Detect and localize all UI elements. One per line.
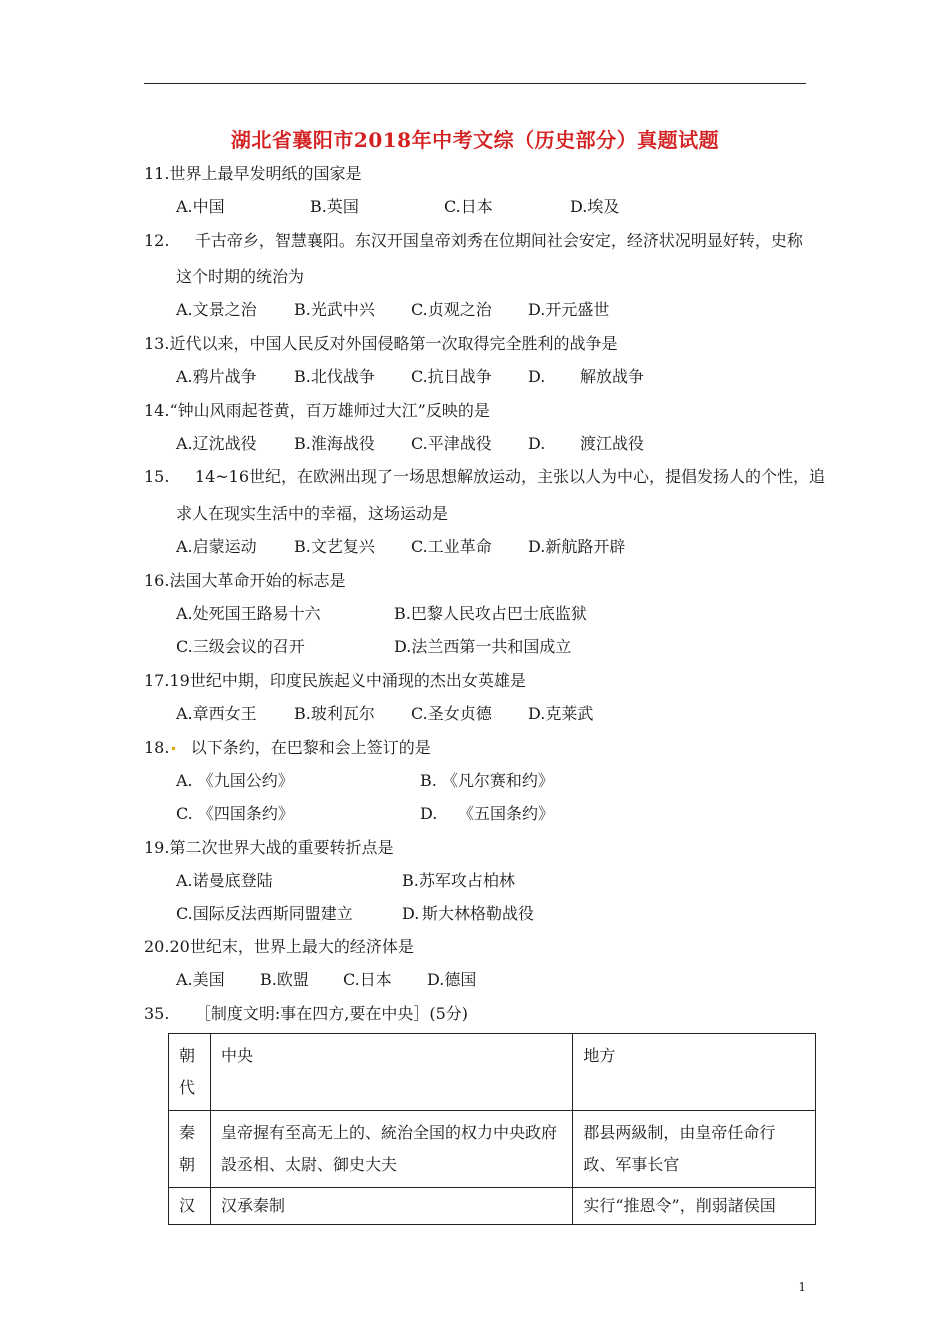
q16-option-d: D.法兰西第一共和国成立	[394, 637, 572, 656]
q18-option-a: A. 《九国公约》	[176, 771, 294, 790]
header-rule	[144, 83, 806, 84]
q18-option-c: C. 《四国条约》	[176, 804, 294, 823]
q17-option-b: B.玻利瓦尔	[294, 704, 375, 723]
q13-option-c: C.抗日战争	[411, 367, 492, 386]
q11-option-c: C.日本	[444, 197, 493, 216]
question-20: 20.20世纪末，世界上最大的经济体是	[144, 937, 414, 956]
q16-option-b: B.巴黎人民攻占巴士底监狱	[394, 604, 587, 623]
table-cell-local-header: 地方	[573, 1034, 816, 1111]
system-table	[168, 1033, 816, 1225]
table-cell-local: 郡县两級制，由皇帝任命行政、军事长官	[573, 1111, 816, 1188]
q17-option-a: A.章西女王	[176, 704, 257, 723]
table-row	[169, 1111, 816, 1188]
q20-option-a: A.美国	[176, 970, 225, 989]
q14-option-b: B.淮海战役	[294, 434, 375, 453]
question-15-line2: 求人在现实生活中的幸福，这场运动是	[176, 504, 449, 523]
table-cell-dynasty: 秦 朝	[169, 1111, 211, 1188]
table-cell-central-header: 中央	[210, 1034, 572, 1111]
q12-option-b: B.光武中兴	[294, 300, 375, 319]
mark-dot	[172, 747, 175, 750]
q16-option-c: C.三级会议的召开	[176, 637, 305, 656]
table-cell-local: 实行“推恩令”，削弱諸侯国	[573, 1188, 816, 1225]
q18-option-d: D.	[420, 804, 438, 823]
page-number: 1	[798, 1280, 806, 1294]
question-16: 16.法国大革命开始的标志是	[144, 571, 346, 590]
q12-option-a: A.文景之治	[176, 300, 257, 319]
q12-option-d: D.开元盛世	[528, 300, 610, 319]
q15-option-d: D.新航路开辟	[528, 537, 626, 556]
q13-option-a: A.鸦片战争	[176, 367, 257, 386]
q17-option-d: D.克莱武	[528, 704, 594, 723]
q11-option-b: B.英国	[310, 197, 359, 216]
q12-option-c: C.贞观之治	[411, 300, 492, 319]
table-cell-central: 汉承秦制	[210, 1188, 572, 1225]
q15-option-b: B.文艺复兴	[294, 537, 375, 556]
q18-option-b: B. 《凡尔赛和约》	[420, 771, 554, 790]
question-17: 17.19世纪中期，印度民族起义中涌现的杰出女英雄是	[144, 671, 526, 690]
q20-option-b: B.欧盟	[260, 970, 309, 989]
question-19: 19.第二次世界大战的重要转折点是	[144, 838, 394, 857]
q20-option-c: C.日本	[343, 970, 392, 989]
q14-option-a: A.辽沈战役	[176, 434, 257, 453]
q17-option-c: C.圣女贞德	[411, 704, 492, 723]
question-15: 15. 14~16世纪，在欧洲出现了一场思想解放运动，主张以人为中心，提倡发扬人的个性，追	[144, 467, 826, 486]
q19-option-d-text: 斯大林格勒战役	[422, 904, 535, 923]
q16-option-a: A.处死国王路易十六	[176, 604, 321, 623]
question-12-line2: 这个时期的统治为	[176, 267, 305, 286]
q19-option-c: C.国际反法西斯同盟建立	[176, 904, 353, 923]
q18-option-d-text: 《五国条约》	[458, 804, 555, 823]
q14-option-d-text: 渡江战役	[580, 434, 645, 453]
q14-option-d: D.	[528, 434, 546, 453]
question-11: 11.世界上最早发明纸的国家是	[144, 164, 362, 183]
table-cell-dynasty-header: 朝 代	[169, 1034, 211, 1111]
q19-option-b: B.苏军攻占柏林	[402, 871, 515, 890]
q13-option-d: D.	[528, 367, 546, 386]
q14-option-c: C.平津战役	[411, 434, 492, 453]
table-cell-central: 皇帝握有至高无上的、統治全国的权力中央政府設丞相、太尉、御史大夫	[210, 1111, 572, 1188]
q11-option-a: A.中国	[176, 197, 225, 216]
q11-option-d: D.埃及	[570, 197, 620, 216]
question-35: 35. ［制度文明:事在四方,要在中央］(5分)	[144, 1004, 469, 1023]
q13-option-d-text: 解放战争	[580, 367, 645, 386]
question-13: 13.近代以来，中国人民反对外国侵略第一次取得完全胜利的战争是	[144, 334, 618, 353]
q15-option-a: A.启蒙运动	[176, 537, 257, 556]
q19-option-d: D.	[402, 904, 420, 923]
table-row	[169, 1188, 816, 1225]
q13-option-b: B.北伐战争	[294, 367, 375, 386]
page-title: 湖北省襄阳市2018年中考文综（历史部分）真题试题	[230, 128, 720, 152]
question-18: 18. 以下条约，在巴黎和会上签订的是	[144, 738, 431, 757]
q19-option-a: A.诺曼底登陆	[176, 871, 273, 890]
question-14: 14.“钟山风雨起苍黄，百万雄师过大江”反映的是	[144, 401, 490, 420]
question-12: 12. 千古帝乡，智慧襄阳。东汉开国皇帝刘秀在位期间社会安定，经济状况明显好转，史称	[144, 231, 803, 250]
q15-option-c: C.工业革命	[411, 537, 492, 556]
q20-option-d: D.德国	[427, 970, 477, 989]
table-header-row	[169, 1034, 816, 1111]
table-cell-dynasty: 汉	[169, 1188, 211, 1225]
